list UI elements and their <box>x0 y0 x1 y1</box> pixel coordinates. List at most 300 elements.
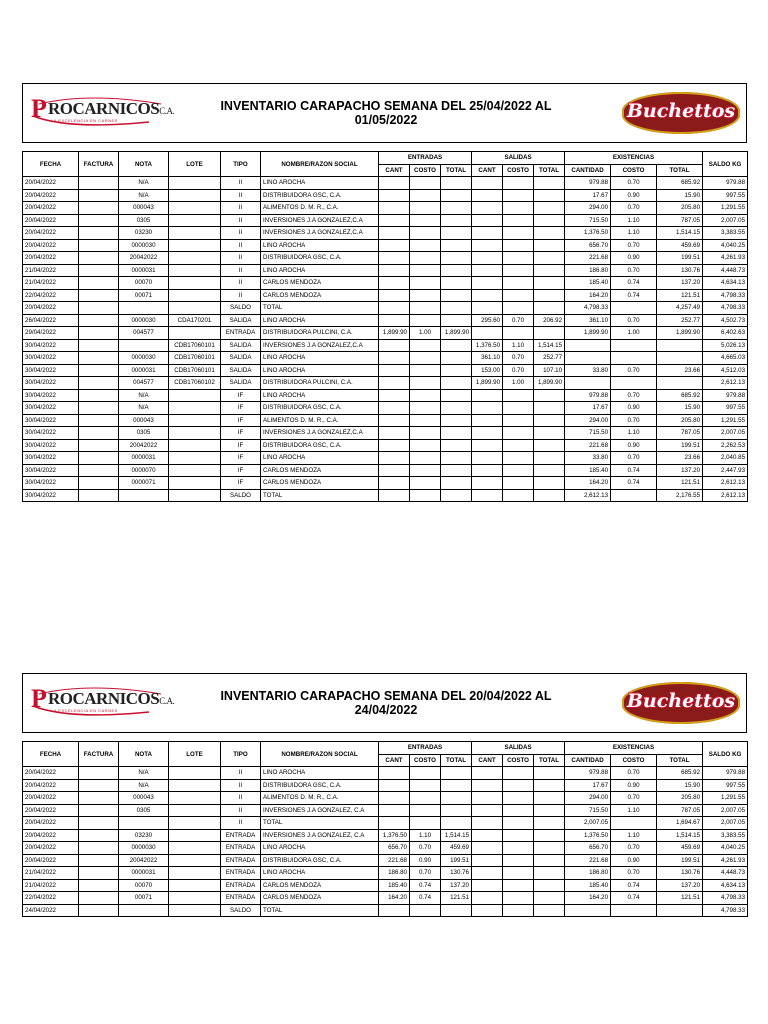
table-cell <box>441 414 472 427</box>
table-cell <box>410 452 441 465</box>
table-cell: 20/04/2022 <box>23 239 79 252</box>
table-cell <box>79 439 119 452</box>
table-cell: 20/04/2022 <box>23 227 79 240</box>
table-cell: 2,262.53 <box>703 439 748 452</box>
table-cell <box>169 289 221 302</box>
table-cell <box>379 214 410 227</box>
table-cell <box>441 489 472 502</box>
table-cell <box>441 389 472 402</box>
table-cell: 2,007.05 <box>703 804 748 817</box>
table-cell: II <box>221 792 261 805</box>
table-cell: 107.10 <box>534 364 565 377</box>
table-cell: 295.60 <box>472 314 503 327</box>
logo-text <box>48 99 174 119</box>
table-cell: 03230 <box>119 829 169 842</box>
table-cell: 1,376.50 <box>565 227 611 240</box>
table-cell: 199.51 <box>657 439 703 452</box>
table-cell: II <box>221 227 261 240</box>
table-row <box>23 842 748 855</box>
table-cell: 29/04/2022 <box>23 327 79 340</box>
table-cell <box>410 352 441 365</box>
table-cell: 0000030 <box>119 239 169 252</box>
logo-name: ROCARNICOS <box>48 99 160 118</box>
table-cell <box>379 227 410 240</box>
table-cell: LINO AROCHA <box>261 842 379 855</box>
table-cell: 1.00 <box>611 327 657 340</box>
table-cell: 33.80 <box>565 364 611 377</box>
table-cell: 000043 <box>119 414 169 427</box>
table-cell: 997.55 <box>703 779 748 792</box>
table-cell: 153.00 <box>472 364 503 377</box>
table-cell <box>441 427 472 440</box>
table-cell: 0.74 <box>611 892 657 905</box>
table-cell <box>410 202 441 215</box>
table-cell: 2,007.05 <box>565 817 611 830</box>
table-cell <box>79 452 119 465</box>
table-cell: 15.90 <box>657 402 703 415</box>
table-cell: 20/04/2022 <box>23 817 79 830</box>
table-cell <box>79 339 119 352</box>
table-cell <box>441 464 472 477</box>
table-cell <box>79 464 119 477</box>
table-cell: 0.74 <box>611 477 657 490</box>
table-cell <box>410 302 441 315</box>
table-cell <box>503 854 534 867</box>
table-cell: 0.90 <box>611 252 657 265</box>
table-cell: 1.00 <box>503 377 534 390</box>
table-cell: 4,448.73 <box>703 264 748 277</box>
table-cell <box>410 227 441 240</box>
table-cell <box>503 464 534 477</box>
table-cell: LINO AROCHA <box>261 177 379 190</box>
table-cell <box>169 252 221 265</box>
table-cell: 20042022 <box>119 439 169 452</box>
table-cell: 185.40 <box>379 879 410 892</box>
table-cell <box>79 377 119 390</box>
table-cell: ENTRADA <box>221 854 261 867</box>
table-cell: 206.92 <box>534 314 565 327</box>
table-cell: 185.40 <box>565 464 611 477</box>
table-cell <box>79 189 119 202</box>
table-row <box>23 302 748 315</box>
table-cell <box>379 264 410 277</box>
table-cell: 0.90 <box>611 854 657 867</box>
table-cell <box>119 817 169 830</box>
table-cell: 185.40 <box>565 879 611 892</box>
table-cell <box>472 452 503 465</box>
table-row <box>23 227 748 240</box>
table-cell: 000043 <box>119 792 169 805</box>
table-cell: SALIDA <box>221 339 261 352</box>
table-cell: 20/04/2022 <box>23 252 79 265</box>
table-cell: 6,402.63 <box>703 327 748 340</box>
table-cell: 0.70 <box>611 389 657 402</box>
table-cell: 0.70 <box>611 314 657 327</box>
table-cell <box>441 452 472 465</box>
table-cell: 252.77 <box>657 314 703 327</box>
table-cell <box>79 489 119 502</box>
table-cell: 186.80 <box>565 867 611 880</box>
table-cell <box>503 477 534 490</box>
table-cell: 164.20 <box>565 892 611 905</box>
table-cell <box>441 189 472 202</box>
table-cell <box>410 264 441 277</box>
table-cell <box>79 402 119 415</box>
table-cell <box>534 302 565 315</box>
table-cell <box>169 452 221 465</box>
table-cell: 1.00 <box>410 327 441 340</box>
table-row <box>23 804 748 817</box>
table-cell: 0.70 <box>611 202 657 215</box>
table-cell <box>503 402 534 415</box>
table-cell <box>410 439 441 452</box>
table-cell: LINO AROCHA <box>261 364 379 377</box>
table-cell: 1,514.15 <box>441 829 472 842</box>
table-cell <box>441 252 472 265</box>
table-cell <box>79 264 119 277</box>
table-cell <box>379 277 410 290</box>
table-cell <box>379 177 410 190</box>
table-row <box>23 779 748 792</box>
table-cell: 0.74 <box>410 892 441 905</box>
table-cell: 23.66 <box>657 452 703 465</box>
table-cell: DISTRIBUIDORA PULCINI, C.A. <box>261 327 379 340</box>
page-title: INVENTARIO CARAPACHO SEMANA DEL 25/04/2022 AL 01/05/2022 <box>220 99 552 127</box>
table-row <box>23 314 748 327</box>
table-cell: 0.70 <box>611 792 657 805</box>
table-cell: TOTAL <box>261 817 379 830</box>
table-cell: N/A <box>119 767 169 780</box>
table-cell <box>534 829 565 842</box>
table-cell <box>472 854 503 867</box>
table-cell <box>534 414 565 427</box>
table-cell: CARLOS MENDOZA <box>261 289 379 302</box>
table-cell: N/A <box>119 389 169 402</box>
table-cell: 00071 <box>119 289 169 302</box>
table-cell: II <box>221 767 261 780</box>
table-cell <box>503 879 534 892</box>
col-costo-ex: COSTO <box>611 164 657 177</box>
table-cell <box>169 867 221 880</box>
table-cell: II <box>221 214 261 227</box>
table-cell <box>472 867 503 880</box>
table-cell: 004577 <box>119 327 169 340</box>
table-cell: 21/04/2022 <box>23 879 79 892</box>
table-cell: TOTAL <box>261 489 379 502</box>
table-cell <box>410 377 441 390</box>
table-cell <box>169 904 221 917</box>
table-cell <box>441 352 472 365</box>
table-cell <box>169 804 221 817</box>
table-cell: 00070 <box>119 879 169 892</box>
col-cant: CANT <box>379 754 410 767</box>
table-cell: 361.10 <box>472 352 503 365</box>
procarnicos-logo <box>29 94 179 132</box>
table-cell <box>441 904 472 917</box>
table-cell <box>410 792 441 805</box>
table-cell <box>79 302 119 315</box>
table-cell: 1,514.15 <box>657 829 703 842</box>
table-cell <box>410 214 441 227</box>
table-cell <box>503 389 534 402</box>
table-cell: 1.10 <box>611 427 657 440</box>
table-cell <box>503 202 534 215</box>
table-cell <box>472 389 503 402</box>
table-cell <box>441 314 472 327</box>
table-cell: 1,899.90 <box>534 377 565 390</box>
table-cell: 2,612.13 <box>703 377 748 390</box>
table-cell <box>534 892 565 905</box>
table-row <box>23 892 748 905</box>
table-body <box>23 177 748 502</box>
table-cell: 1,291.55 <box>703 202 748 215</box>
table-cell: 1,376.50 <box>565 829 611 842</box>
table-row <box>23 879 748 892</box>
table-cell <box>169 767 221 780</box>
table-cell <box>441 177 472 190</box>
table-cell <box>410 817 441 830</box>
table-cell: 221.68 <box>565 252 611 265</box>
table-cell: 20/04/2022 <box>23 302 79 315</box>
col-costo: COSTO <box>503 754 534 767</box>
table-cell: 137.20 <box>657 464 703 477</box>
table-cell: 787.05 <box>657 214 703 227</box>
table-cell: 15.90 <box>657 779 703 792</box>
table-cell: 17.67 <box>565 779 611 792</box>
inventory-table <box>22 151 748 502</box>
table-cell <box>534 214 565 227</box>
table-cell: 0305 <box>119 804 169 817</box>
table-cell: 4,798.33 <box>565 302 611 315</box>
table-cell <box>534 817 565 830</box>
table-cell: 00071 <box>119 892 169 905</box>
table-row <box>23 904 748 917</box>
table-cell: 30/04/2022 <box>23 427 79 440</box>
table-cell: 20/04/2022 <box>23 767 79 780</box>
table-cell: 164.20 <box>379 892 410 905</box>
col-total-ex: TOTAL <box>657 754 703 767</box>
table-cell: 4,261.93 <box>703 252 748 265</box>
table-cell: 656.70 <box>565 239 611 252</box>
table-cell: 0.70 <box>611 452 657 465</box>
table-cell <box>410 177 441 190</box>
report-2 <box>22 673 747 917</box>
table-cell <box>379 904 410 917</box>
table-cell <box>79 892 119 905</box>
table-cell <box>534 389 565 402</box>
table-row <box>23 339 748 352</box>
table-cell: II <box>221 202 261 215</box>
table-cell: 0.70 <box>611 177 657 190</box>
table-cell <box>379 364 410 377</box>
table-cell: IF <box>221 439 261 452</box>
table-cell <box>379 352 410 365</box>
table-cell: 0.74 <box>611 277 657 290</box>
table-cell: 1.10 <box>611 829 657 842</box>
table-cell <box>79 289 119 302</box>
table-cell: 1,514.15 <box>534 339 565 352</box>
table-cell: 1,899.90 <box>441 327 472 340</box>
table-cell <box>503 867 534 880</box>
table-cell <box>441 817 472 830</box>
table-cell <box>503 327 534 340</box>
table-cell: SALDO <box>221 904 261 917</box>
col-costo: COSTO <box>410 164 441 177</box>
table-cell: 121.51 <box>657 892 703 905</box>
table-cell: ENTRADA <box>221 327 261 340</box>
table-cell <box>472 829 503 842</box>
table-cell: 459.69 <box>657 239 703 252</box>
logo-word: Buchettos <box>626 100 736 122</box>
table-cell <box>379 377 410 390</box>
table-cell: IF <box>221 414 261 427</box>
table-cell: 1.10 <box>503 339 534 352</box>
col-lote: LOTE <box>169 742 221 767</box>
table-cell <box>503 817 534 830</box>
table-cell <box>534 252 565 265</box>
table-cell: 2,007.05 <box>703 214 748 227</box>
table-row <box>23 364 748 377</box>
table-cell <box>503 892 534 905</box>
table-cell: 0.70 <box>611 867 657 880</box>
table-cell: ENTRADA <box>221 842 261 855</box>
logo-name: ROCARNICOS <box>48 689 160 708</box>
table-cell: 2,007.05 <box>703 427 748 440</box>
table-cell <box>79 277 119 290</box>
table-cell <box>472 264 503 277</box>
table-cell: 715.50 <box>565 214 611 227</box>
col-cant: CANT <box>472 754 503 767</box>
table-cell: IF <box>221 452 261 465</box>
table-cell <box>472 177 503 190</box>
table-cell <box>503 414 534 427</box>
table-cell <box>503 829 534 842</box>
table-cell <box>503 489 534 502</box>
table-cell <box>169 427 221 440</box>
col-nombre: NOMBRE/RAZON SOCIAL <box>261 742 379 767</box>
table-cell: CARLOS MENDOZA <box>261 892 379 905</box>
table-cell: 30/04/2022 <box>23 377 79 390</box>
table-cell: LINO AROCHA <box>261 239 379 252</box>
table-cell: 30/04/2022 <box>23 339 79 352</box>
table-cell: 0.74 <box>410 879 441 892</box>
table-cell: 186.80 <box>379 867 410 880</box>
table-cell <box>503 439 534 452</box>
table-row <box>23 177 748 190</box>
table-cell: 4,502.73 <box>703 314 748 327</box>
table-cell <box>472 277 503 290</box>
table-cell: 2,176.55 <box>657 489 703 502</box>
table-cell <box>379 439 410 452</box>
col-total: TOTAL <box>441 164 472 177</box>
table-cell <box>472 792 503 805</box>
table-cell: 30/04/2022 <box>23 489 79 502</box>
table-cell <box>472 879 503 892</box>
table-cell <box>534 779 565 792</box>
table-cell: CARLOS MENDOZA <box>261 879 379 892</box>
table-cell <box>534 402 565 415</box>
table-cell <box>534 277 565 290</box>
table-cell <box>611 489 657 502</box>
table-cell: 0.70 <box>611 364 657 377</box>
table-cell <box>503 767 534 780</box>
table-cell: ENTRADA <box>221 829 261 842</box>
table-cell: II <box>221 289 261 302</box>
table-cell: 2,612.13 <box>703 477 748 490</box>
table-cell: II <box>221 277 261 290</box>
table-cell <box>169 264 221 277</box>
table-cell <box>534 489 565 502</box>
table-cell <box>534 904 565 917</box>
table-cell <box>472 804 503 817</box>
table-cell: LINO AROCHA <box>261 867 379 880</box>
table-cell <box>534 177 565 190</box>
col-total: TOTAL <box>534 754 565 767</box>
col-factura: FACTURA <box>79 742 119 767</box>
table-row <box>23 402 748 415</box>
table-cell: 294.00 <box>565 202 611 215</box>
table-cell <box>169 477 221 490</box>
table-cell: ENTRADA <box>221 892 261 905</box>
table-row <box>23 792 748 805</box>
table-cell: 0.90 <box>611 439 657 452</box>
table-cell: 252.77 <box>534 352 565 365</box>
col-cantidad: CANTIDAD <box>565 164 611 177</box>
table-cell: N/A <box>119 189 169 202</box>
table-cell <box>534 867 565 880</box>
col-tipo: TIPO <box>221 152 261 177</box>
table-cell <box>169 879 221 892</box>
table-cell <box>379 792 410 805</box>
table-cell: 997.55 <box>703 189 748 202</box>
table-cell: SALDO <box>221 489 261 502</box>
table-cell: 0000030 <box>119 314 169 327</box>
col-total: TOTAL <box>534 164 565 177</box>
table-cell <box>534 264 565 277</box>
table-cell: INVERSIONES J.A GONZALEZ, C.A <box>261 804 379 817</box>
logo-suffix: C.A. <box>159 106 175 116</box>
table-cell: 30/04/2022 <box>23 352 79 365</box>
table-cell: LINO AROCHA <box>261 264 379 277</box>
table-cell: 0000071 <box>119 477 169 490</box>
col-entradas: ENTRADAS <box>379 152 472 165</box>
table-row <box>23 252 748 265</box>
col-existencias: EXISTENCIAS <box>565 152 703 165</box>
table-cell <box>379 452 410 465</box>
table-row <box>23 439 748 452</box>
table-cell <box>410 239 441 252</box>
table-cell <box>472 202 503 215</box>
table-cell: 03230 <box>119 227 169 240</box>
table-cell: 130.76 <box>657 867 703 880</box>
table-cell: DISTRIBUIDORA GSC, C.A. <box>261 189 379 202</box>
table-cell <box>79 867 119 880</box>
table-cell: 0.74 <box>611 289 657 302</box>
table-cell <box>169 389 221 402</box>
table-cell <box>410 804 441 817</box>
table-cell <box>79 414 119 427</box>
table-row <box>23 377 748 390</box>
table-cell: 164.20 <box>565 289 611 302</box>
table-cell <box>79 327 119 340</box>
table-cell: 1.10 <box>611 227 657 240</box>
table-row <box>23 264 748 277</box>
table-cell: 205.80 <box>657 414 703 427</box>
col-total: TOTAL <box>441 754 472 767</box>
table-cell: 30/04/2022 <box>23 389 79 402</box>
table-cell: II <box>221 804 261 817</box>
table-cell: 0.90 <box>410 854 441 867</box>
